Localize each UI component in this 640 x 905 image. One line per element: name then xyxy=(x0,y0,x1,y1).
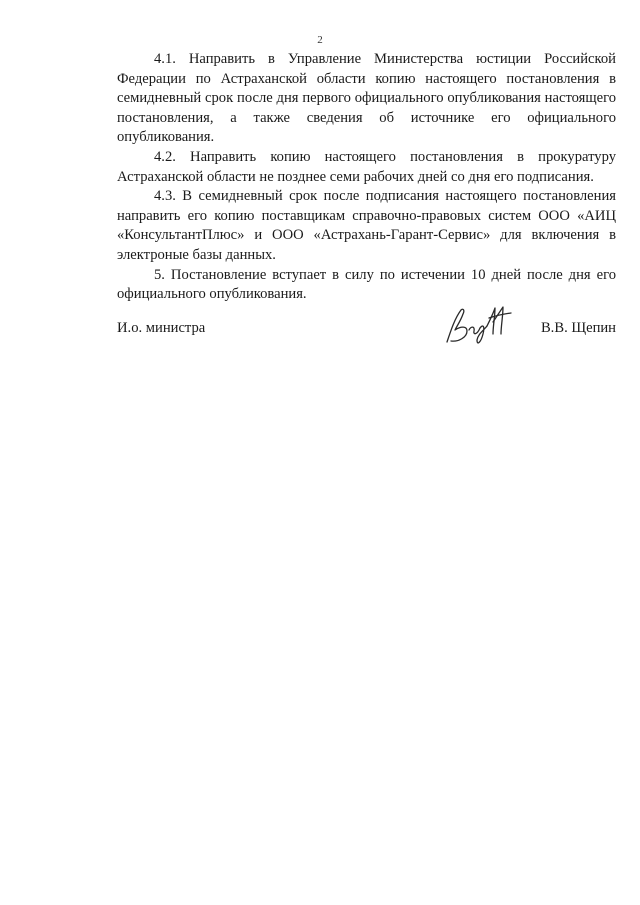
paragraph-5: 5. Постановление вступает в силу по истечении 10 дней после дня его официального опубликования. xyxy=(117,266,616,303)
handwritten-signature-icon xyxy=(437,304,517,348)
signature-block xyxy=(117,304,616,354)
signer-position: И.о. министра xyxy=(117,320,206,336)
document-body xyxy=(117,50,616,305)
paragraph-4-2: 4.2. Направить копию настоящего постановления в прокуратуру Астраханской области не позднее семи рабочих дней со дня его подписания. xyxy=(117,148,616,185)
paragraph-4-1: 4.1. Направить в Управление Министерства юстиции Российской Федерации по Астраханской области копию настоящего постановления в семидневный срок после дня первого официального опубликования настоящего постановления, а также сведения об источнике его официального опубликования. xyxy=(117,51,616,146)
signer-name: В.В. Щепин xyxy=(540,320,616,336)
paragraph-4-3: 4.3. В семидневный срок после подписания настоящего постановления направить его копию поставщикам справочно-правовых систем ООО «АИЦ «КонсультантПлюс» и ООО «Астрахань-Гарант-Сервис» для включения в электроные базы данных. xyxy=(117,188,616,263)
page-number: 2 xyxy=(317,34,323,46)
